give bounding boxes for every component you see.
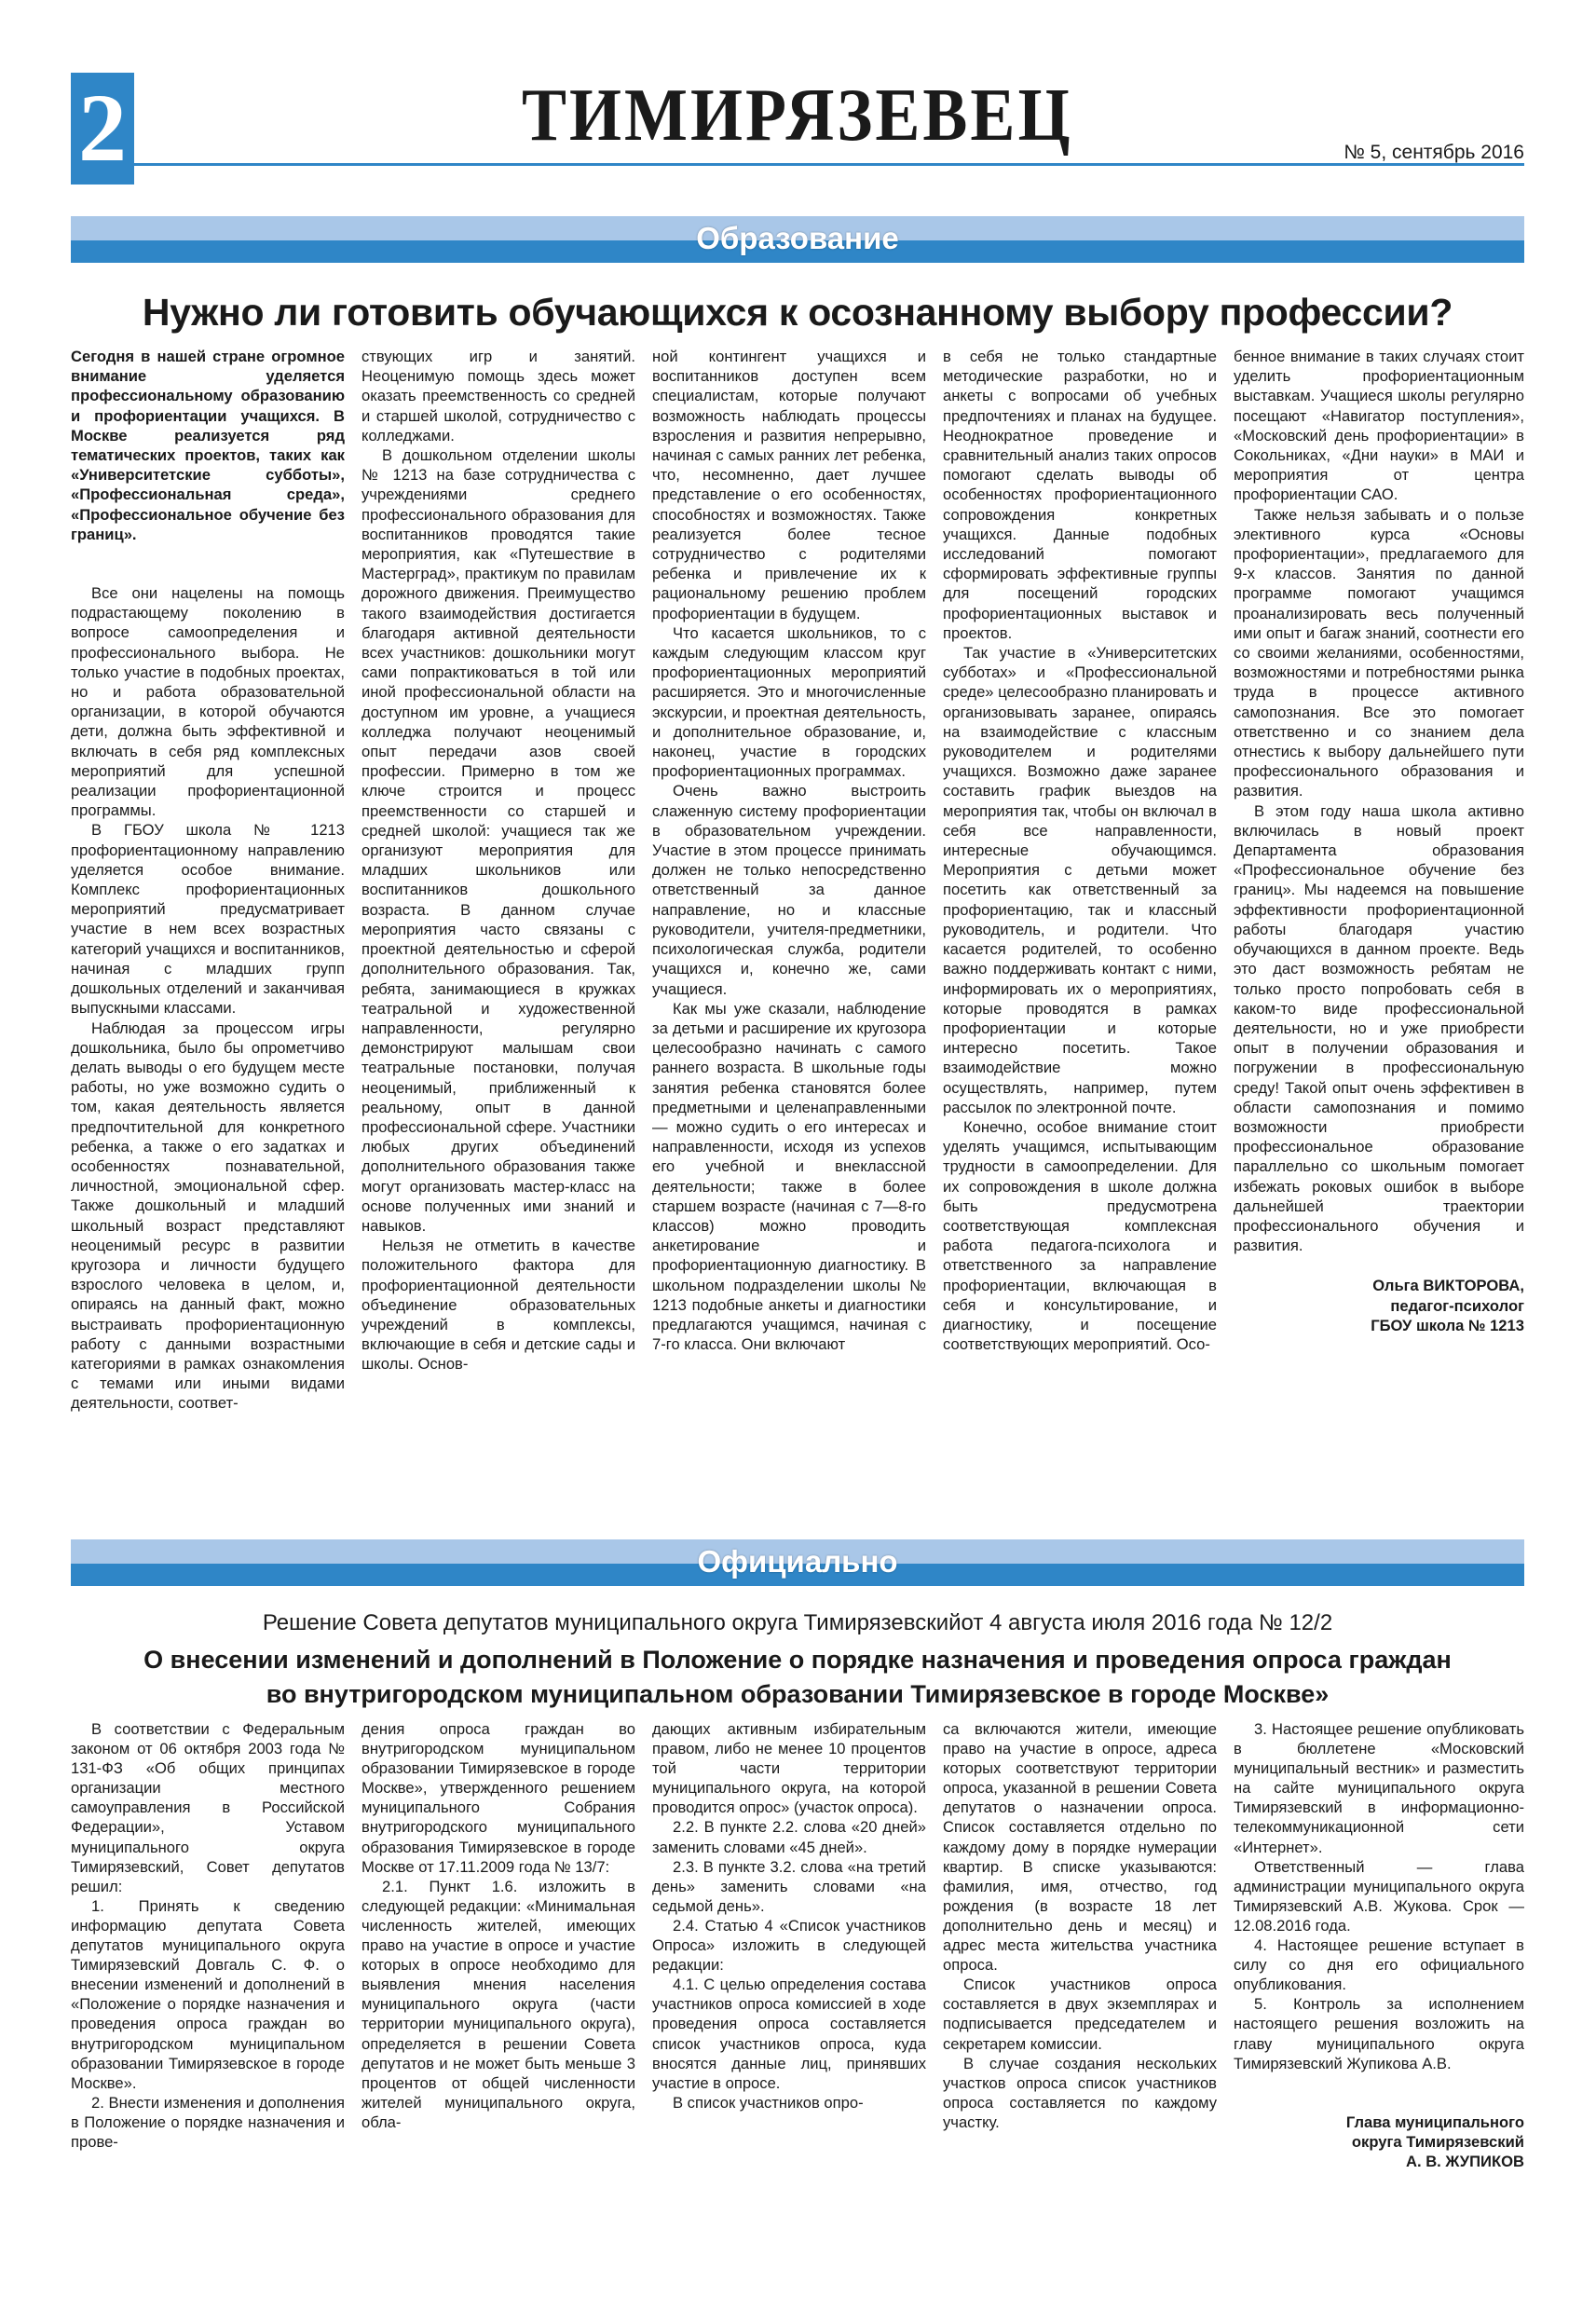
decision-paragraph: 2. Внести изменения и дополнения в Положение о порядке назначения и прове- (71, 2093, 345, 2151)
article-headline: Нужно ли готовить обучающихся к осознанному выбору профессии? (142, 291, 1453, 334)
decision-heading (71, 1643, 1524, 1712)
article-paragraph: ной контингент учащихся и воспитанников доступен всем специалистам, которые получают возможность наблюдать процессы взросления и развития непрерывно, начиная с самых ранних лет ребенка, что, несомненно, дает лучшее представление о его особенностях, способностях и возможностях. Также реализуется более тесное сотрудничество с родителями ребенка и привлечение их к рациональному решению проблем профориентации в будущем. (652, 348, 926, 622)
section-bar-education (71, 216, 1524, 263)
section-bar-official (71, 1539, 1524, 1586)
decision-heading-line: во внутригородском муниципальном образовании Тимирязевское в городе Москве» (266, 1680, 1330, 1708)
decision-paragraph: 2.2. В пункте 2.2. слова «20 дней» заменить словами «45 дней». (652, 1818, 926, 1856)
decision-paragraph: 4. Настоящее решение вступает в силу со дня его официального опубликования. (1234, 1936, 1524, 1994)
author-position: педагог-психолог (1390, 1296, 1524, 1315)
author-name: Ольга ВИКТОРОВА, (1372, 1277, 1524, 1295)
decision-paragraph: Ответственный — глава администрации муниципального округа Тимирязевский А.В. Жукова. Срок — 12.08.2016 года. (1234, 1857, 1524, 1935)
article-paragraph: Наблюдая за процессом игры дошкольника, было бы опрометчиво делать выводы о его будущем месте работы, но уже возможно судить о том, какая деятельность является предпочтительной для конкретного ребенка, а также о его задатках и особенностях познавательной, личностной, эмоциональной сфер. Также дошкольный и младший школьный возраст представляют неоценимый ресурс в развитии кругозора и личности будущего взрослого человека в целом, и, опираясь на данный факт, можно выстраивать профориентационную работу с данными возрастными категориями в рамках ознакомления с темами или иными видами деятельности, соответ- (71, 1019, 345, 1413)
decision-paragraph: 1. Принять к сведению информацию депутата Совета депутатов муниципального округа Тимирязевский Довгаль С. Ф. о внесении изменений и дополнений в «Положение о порядке назначения и проведения опроса граждан во внутригородском муниципальном образовании Тимирязевское в городе Москве». (71, 1896, 345, 2092)
decision-column-5 (1234, 1719, 1524, 2171)
article-paragraph: в себя не только стандартные методические разработки, но и анкеты с вопросами об учебных предпочтениях и планах на будущее. Неоднократное проведение и сравнительный анализ таких опросов помогают сделать выводы об особенностях профориентационного сопровождения конкретных учащихся. Данные подобных исследований помогают сформировать эффективные группы для посещений городских профориентационных выставок и проектов. (943, 348, 1217, 642)
masthead-rule (134, 163, 1524, 166)
article-paragraph: Нельзя не отметить в качестве положительного фактора для профориентационной деятельности объединение образовательных учреждений в комплексы, включающие в себя и детские сады и школы. Основ- (361, 1237, 635, 1374)
decision-heading-line: О внесении изменений и дополнений в Положение о порядке назначения и проведения опроса граждан (143, 1646, 1452, 1674)
signatory-title: Глава муниципального (1345, 2113, 1524, 2131)
newspaper-masthead: ТИМИРЯЗЕВЕЦ (522, 73, 1073, 157)
section-title: Официально (697, 1544, 898, 1579)
decision-column-4 (943, 1719, 1217, 2132)
article-paragraph: Также нельзя забывать и о пользе элективного курса «Основы профориентации», предлагаемого для 9-х классов. Занятия по данной программе помогают учащимся проанализировать весь полученный ими опыт и багаж знаний, соотнести его со своими желаниями, особенностями, возможностями и потребностями рынка труда в процессе активного самопознания. Все это помогает ответственно и со знанием дела отнестись к выбору дальнейшего пути профессионального образования и развития. (1234, 505, 1524, 800)
decision-paragraph: В соответствии с Федеральным законом от 06 октября 2003 года № 131-ФЗ «Об общих принципах организации местного самоуправления в Российской Федерации», Уставом муниципального округа Тимирязевский, Совет депутатов решил: (71, 1720, 345, 1895)
decision-paragraph: са включаются жители, имеющие право на участие в опросе, адреса которых соответствуют территории опроса, указанной в решении Совета депутатов о назначении опроса. Список составляется отдельно по каждому дому в порядке нумерации квартир. В списке указываются: фамилия, имя, отчество, год рождения (в возрасте 18 лет дополнительно день и месяц) и адрес места жительства участника опроса. (943, 1720, 1217, 1975)
article-paragraph: Что касается школьников, то с каждым следующим классом круг профориентационных мероприятий расширяется. Это и многочисленные экскурсии, и проектная деятельность, и дополнительное образование, и, наконец, участие в городских профориентационных программах. (652, 623, 926, 781)
author-organization: ГБОУ школа № 1213 (1371, 1316, 1524, 1334)
decision-paragraph: 3. Настоящее решение опубликовать в бюллетене «Московский муниципальный вестник» и разместить на сайте муниципального округа Тимирязевский в информационно-телекоммуникационной сети «Интернет». (1234, 1720, 1524, 1856)
signatory-title: округа Тимирязевский (1351, 2132, 1524, 2151)
decision-column-3 (652, 1719, 926, 2113)
decision-paragraph: дающих активным избирательным правом, либо не менее 10 процентов той части территории муниципального округа, на которой проводится опрос» (участок опроса). (652, 1720, 926, 1817)
article-paragraph: Как мы уже сказали, наблюдение за детьми и расширение их кругозора целесообразно начинать с самого раннего возраста. В школьные годы занятия ребенка становятся более предметными и целенаправленными — можно судить о его интересах и направленности, исходя из успехов его учебной и внеклассной деятельности; также в более старшем возрасте (начиная с 7—8-го классов) можно проводить анкетирование и профориентационную диагностику. В школьном подразделении школы № 1213 подобные анкеты и диагностики предлагаются учащимся, начиная с 7-го класса. Они включают (652, 999, 926, 1354)
article-column-3 (652, 347, 926, 1354)
decision-column-1 (71, 1719, 345, 2152)
signatory-name: А. В. ЖУПИКОВ (1405, 2153, 1524, 2171)
article-column-5 (1234, 347, 1524, 1335)
article-column-2 (361, 347, 635, 1374)
article-paragraph: В дошкольном отделении школы № 1213 на базе сотрудничества с учреждениями среднего профессионального образования для воспитанников проводятся такие мероприятия, как «Путешествие в Мастерград», практикум по правилам дорожного движения. Преимущество такого взаимодействия достигается благодаря активной деятельности всех участников: дошкольники могут сами попрактиковаться в той или иной профессиональной области на доступном им уровне, а учащиеся колледжа получают неоценимый опыт передачи азов своей профессии. Примерно в том же ключе строится и процесс преемственности со старшей и средней школой: учащиеся так же организуют мероприятия для младших школьников или воспитанников дошкольного возраста. В данном случае мероприятия часто связаны с проектной деятельностью и сферой дополнительного образования. Так, ребята, занимающиеся в кружках театральной и художественной направленности, регулярно демонстрируют малышам свои театральные постановки, получая неоценимый, приближенный к реальному, опыт в данной профессиональной сфере. Участники любых других объединений дополнительного образования также могут организовать мастер-класс на основе полученных ими знаний и навыков. (361, 446, 635, 1235)
decision-paragraph: Список участников опроса составляется в двух экземплярах и подписывается председателем и секретарем комиссии. (943, 1976, 1217, 2053)
decision-paragraph: В список участников опро- (673, 2093, 864, 2112)
article-signature (1234, 1276, 1524, 1335)
page-number: 2 (71, 73, 134, 185)
article-paragraph: Очень важно выстроить слаженную систему профориентации в образовательном учреждении. Участие в этом процессе принимать должен не только непосредственно ответственный за данное направление, но и классные руководители, учителя-предметники, психологическая служба, родители учащихся и, конечно же, сами учащиеся. (652, 782, 926, 998)
decision-title: Решение Совета депутатов муниципального округа Тимирязевскийот 4 августа июля 2016 года № 12/2 (262, 1610, 1333, 1635)
decision-paragraph: 2.4. Статью 4 «Список участников Опроса» изложить в следующей редакции: (652, 1916, 926, 1975)
decision-signature (1234, 2113, 1524, 2172)
article-column-4 (943, 347, 1217, 1354)
decision-column-2 (361, 1719, 635, 2132)
decision-paragraph: 4.1. С целью определения состава участников опроса комиссией в ходе проведения опроса составляется список участников опроса, куда вносятся данные лиц, принявших участие в опросе. (652, 1976, 926, 2092)
article-paragraph: бенное внимание в таких случаях стоит уделить профориентационным выставкам. Учащиеся школы регулярно посещают «Навигатор поступления», «Московский день профориентации» в Сокольниках, «Дни науки» в МАИ и мероприятия от центра профориентации САО. (1234, 348, 1524, 504)
decision-paragraph: дения опроса граждан во внутригородском муниципальном образовании Тимирязевское в городе Москве», утвержденного решением муниципального Собрания внутригородского муниципального образования Тимирязевское в городе Москве от 17.11.2009 года № 13/7: (361, 1720, 635, 1876)
section-title: Образование (696, 221, 899, 255)
article-paragraph: В этом году наша школа активно включилась в новый проект Департамента образования «Профессиональное обучение без границ». Мы надеемся на повышение эффективности профориентационной работы благодаря участию обучающихся в данном проекте. Ведь это даст возможность ребятам не только просто попробовать себя в каком-то виде профессиональной деятельности, но и уже приобрести опыт в получении образования и погружении в профессиональную среду! Такой опыт очень эффективен в области самопознания и помимо возможности приобрести профессиональное образование параллельно со школьным помогает избежать роковых ошибок в выборе дальнейшей траектории профессионального обучения и развития. (1234, 801, 1524, 1255)
issue-info: № 5, сентябрь 2016 (1344, 142, 1524, 163)
article-paragraph: ствующих игр и занятий. Неоценимую помощь здесь может оказать преемственность со средней и старшей школой, сотрудничество с колледжами. (361, 348, 635, 444)
article-paragraph: В ГБОУ школа № 1213 профориентационному направлению уделяется особое внимание. Комплекс профориентационных мероприятий предусматривает участие в нем всех возрастных категорий учащихся и воспитанников, начиная с младших групп дошкольных отделений и заканчивая выпускными классами. (71, 821, 345, 1018)
decision-paragraph: 2.3. В пункте 3.2. слова «на третий день» заменить словами «на седьмой день». (652, 1857, 926, 1915)
decision-paragraph: В случае создания нескольких участков опроса список участников опроса составляется по каждому участку. (943, 2054, 1217, 2131)
article-lead: Сегодня в нашей стране огромное внимание уделяется профессиональному образованию и профориентации учащихся. В Москве реализуется ряд тематических проектов, таких как «Университетские субботы», «Профессиональная среда», «Профессиональное обучение без границ». (71, 348, 345, 543)
article-paragraph: Так участие в «Университетских субботах» и «Профессиональной среде» целесообразно планировать и организовывать заранее, опираясь на взаимодействие с классным руководителем и родителями учащихся. Возможно даже заранее составить график выездов на мероприятия так, чтобы он включал в себя все направленности, интересные обучающимся. Мероприятия с детьми может посетить как ответственный за профориентацию, так и классный руководитель, и родители. Что касается родителей, то особенно важно поддерживать контакт с ними, информировать их о мероприятиях, которые проводятся в рамках профориентации и которые интересно посетить. Такое взаимодействие можно осуществлять, например, путем рассылок по электронной почте. (943, 644, 1217, 1116)
article-paragraph: Все они нацелены на помощь подрастающему поколению в вопросе самоопределения и профессионального выбора. Не только участие в подобных проектах, но и работа образовательной организации, в которой обучаются дети, должна быть эффективной и включать в себя ряд комплексных мероприятий для успешной реализации профориентационной программы. (71, 584, 345, 820)
article-column-1 (71, 347, 345, 1414)
article-paragraph: Конечно, особое внимание стоит уделять учащимся, испытывающим трудности в самоопределении. Для их сопровождения в школе должна быть предусмотрена соответствующая комплексная работа педагога-психолога и ответственного за направление профориентации, включающая в себя и консультирование, и диагностику, и посещение соответствующих мероприятий. Осо- (943, 1117, 1217, 1354)
decision-paragraph: 5. Контроль за исполнением настоящего решения возложить на главу муниципального округа Тимирязевский Жупикова А.В. (1234, 1995, 1524, 2072)
decision-paragraph: 2.1. Пункт 1.6. изложить в следующей редакции: «Минимальная численность жителей, имеющих право на участие в опросе и участие которых в опросе необходимо для выявления мнения населения муниципального округа (части территории муниципального округа), определяется в решении Совета депутатов и не может быть меньше 3 процентов от общей численности жителей муниципального округа, обла- (361, 1877, 635, 2131)
